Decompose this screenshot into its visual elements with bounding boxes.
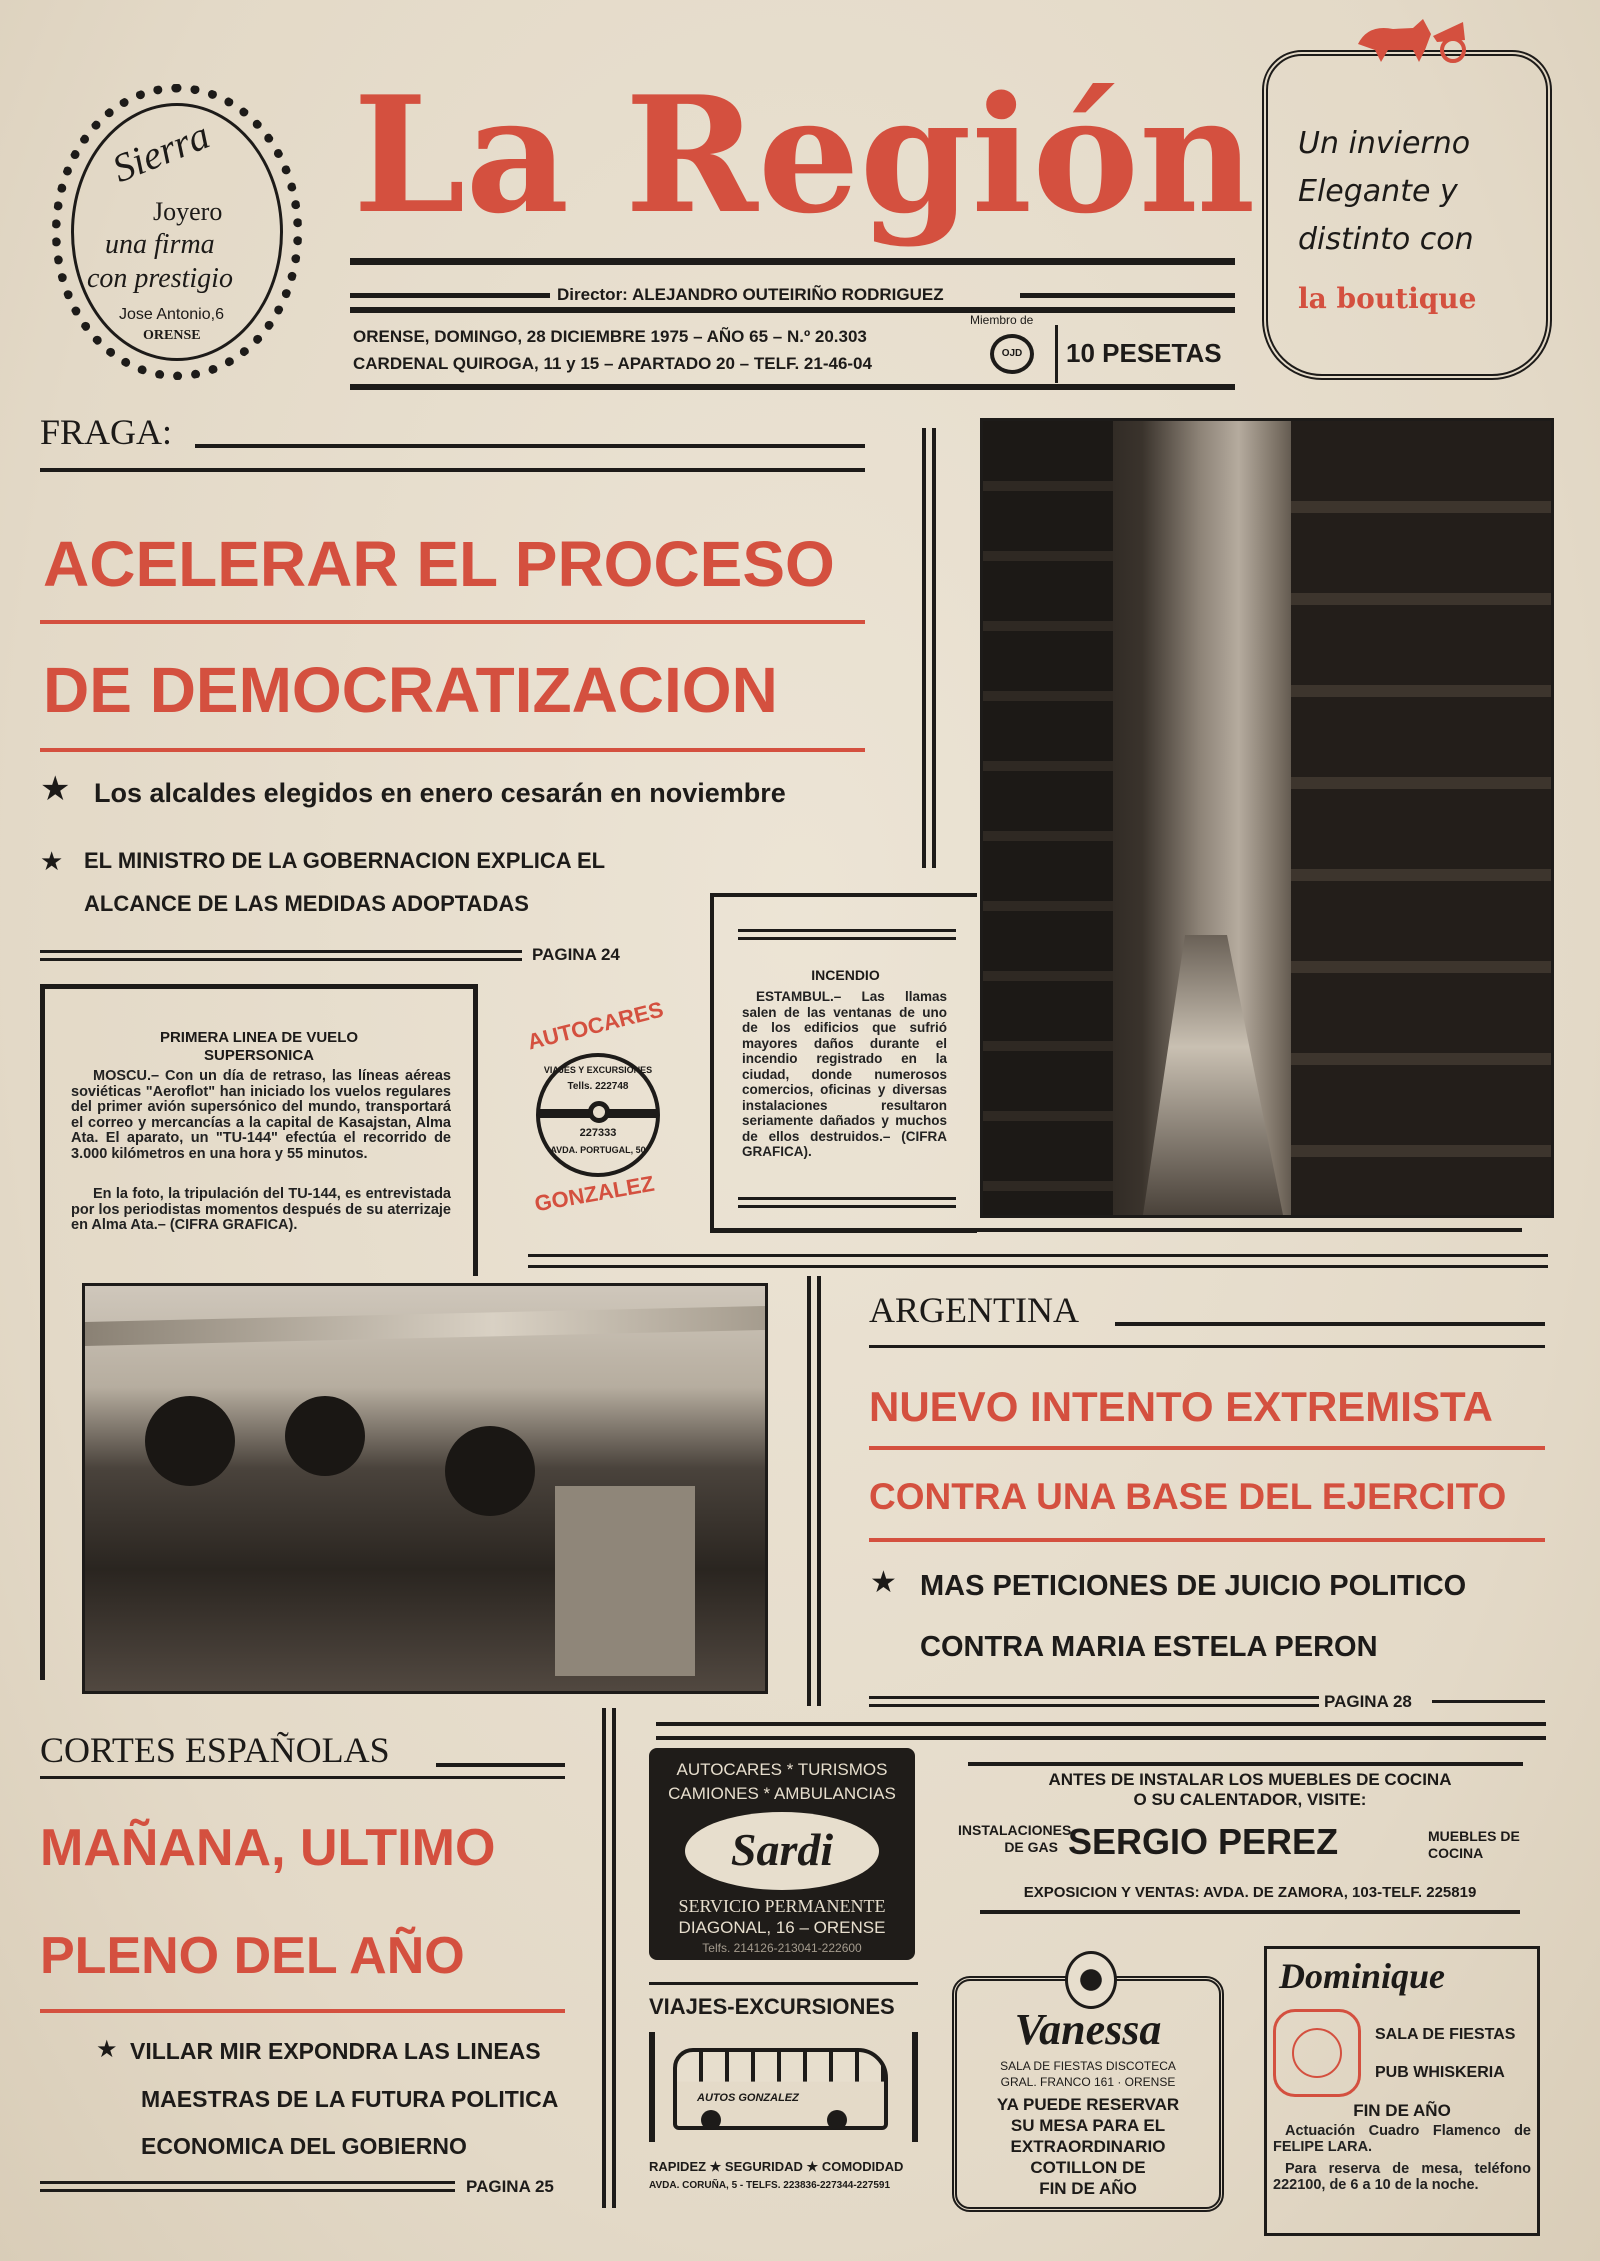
price: 10 PESETAS [1066,338,1222,368]
sierra-line3: con prestigio [87,263,233,294]
istanbul-fire-photo [980,418,1554,1218]
cortes-page-ref[interactable]: PAGINA 25 [466,2177,554,2196]
supersonic-para-2: En la foto, la tripulación del TU-144, es entrevistada por los periodistas momentos después de su aterrizaje en Alma Ata.– (CIFRA GRAFICA). [71,1186,451,1233]
sergio-intro-1: ANTES DE INSTALAR LOS MUEBLES DE COCINA [1048,1770,1452,1789]
tu144-crew-photo [82,1283,768,1694]
cortes-headline-2: PLENO DEL AÑO [40,1927,465,1985]
star-icon: ★ [40,846,64,876]
viajes-address: AVDA. CORUÑA, 5 - TELFS. 223836-227344-227591 [649,2180,891,2191]
cortes-kicker: CORTES ESPAÑOLAS [40,1730,390,1770]
sierra-line2: una firma [105,229,215,260]
sardi-line2: CAMIONES * AMBULANCIAS [668,1784,896,1803]
dominique-ad [1264,1946,1540,2236]
incendio-title: INCENDIO [811,967,880,983]
sierra-address: Jose Antonio,6 [119,306,224,323]
sierra-jeweler-ad [52,84,302,380]
sergio-right: MUEBLES DE COCINA [1428,1828,1520,1861]
dominique-tag-2: PUB WHISKERIA [1375,2064,1505,2081]
argentina-page-ref[interactable]: PAGINA 28 [1324,1692,1412,1711]
autocares-address: AVDA. PORTUGAL, 50 [550,1145,646,1155]
dominique-emblem-icon [1273,2009,1361,2097]
dominique-tag-1: SALA DE FIESTAS [1375,2026,1516,2043]
dominique-heading: FIN DE AÑO [1353,2101,1451,2120]
fraga-page-ref[interactable]: PAGINA 24 [532,945,620,964]
argentina-subhead-1: MAS PETICIONES DE JUICIO POLITICO [920,1570,1467,1602]
vanessa-body-3: EXTRAORDINARIO [1010,2137,1166,2156]
fraga-subhead-2b: ALCANCE DE LAS MEDIDAS ADOPTADAS [84,891,529,916]
viajes-excursiones-ad [649,1982,918,2212]
autocares-ring: VIAJES Y EXCURSIONES [543,1065,653,1075]
supersonic-title-1: PRIMERA LINEA DE VUELO [159,1029,359,1046]
vanessa-body-5: FIN DE AÑO [1039,2179,1137,2198]
viajes-slogan: RAPIDEZ ★ SEGURIDAD ★ COMODIDAD [649,2159,904,2174]
dancer-icon [1065,1951,1117,2009]
star-icon: ★ [870,1566,897,1599]
sierra-brand: Sierra [106,111,216,192]
autocares-top: AUTOCARES [524,996,666,1055]
autocares-bottom: GONZALEZ [532,1170,657,1217]
cortes-subhead-3: ECONOMICA DEL GOBIERNO [141,2133,467,2159]
viajes-title: VIAJES-EXCURSIONES [649,1994,895,2019]
sardi-phones: Telfs. 214126-213041-222600 [702,1941,862,1955]
argentina-headline-2: CONTRA UNA BASE DEL EJERCITO [869,1476,1507,1517]
fraga-headline-1: ACELERAR EL PROCESO [43,528,835,600]
cortes-subhead-1: VILLAR MIR EXPONDRA LAS LINEAS [130,2038,541,2064]
boutique-line2: Elegante y [1298,174,1458,209]
sardi-line4: DIAGONAL, 16 – ORENSE [678,1918,886,1937]
sardi-brand: Sardi [730,1824,834,1875]
vanessa-body-1: YA PUEDE RESERVAR [996,2095,1180,2114]
sergio-perez-ad [958,1758,1542,1928]
sergio-intro-2: O SU CALENTADOR, VISITE: [1133,1790,1367,1809]
sergio-brand: SERGIO PEREZ [1068,1821,1339,1862]
bus-icon [673,2048,888,2130]
fraga-subhead-2a: EL MINISTRO DE LA GOBERNACION EXPLICA EL [84,848,606,873]
fraga-headline-2: DE DEMOCRATIZACION [43,654,778,726]
dominique-body-2: Para reserva de mesa, teléfono 222100, de 6 a 10 de la noche. [1273,2161,1531,2193]
boutique-ad [1262,50,1552,380]
supersonic-box [40,984,478,1276]
member-label: Miembro de [970,313,1034,327]
dateline: ORENSE, DOMINGO, 28 DICIEMBRE 1975 – AÑO 65 – N.º 20.303 [353,327,867,346]
vanessa-ad [952,1976,1224,2212]
autocares-gonzalez-ad [512,996,684,1217]
fraga-kicker: FRAGA: [40,412,173,452]
supersonic-title-2: SUPERSONICA [203,1047,315,1064]
vanessa-brand: Vanessa [1014,2005,1162,2054]
vanessa-body-4: COTILLON DE [1030,2158,1146,2177]
sardi-ad [649,1748,915,1960]
vanessa-body-2: SU MESA PARA EL [1010,2116,1166,2135]
argentina-headline-1: NUEVO INTENTO EXTREMISTA [869,1383,1493,1430]
sardi-line1: AUTOCARES * TURISMOS [676,1760,888,1779]
address-line: CARDENAL QUIROGA, 11 y 15 – APARTADO 20 – TELF. 21-46-04 [353,354,872,373]
director-line: Director: ALEJANDRO OUTEIRIÑO RODRIGUEZ [557,285,944,304]
newspaper-title: La Región [353,61,1256,249]
supersonic-para-1: MOSCU.– Con un día de retraso, las líneas aéreas soviéticas "Aeroflot" han iniciado los vuelos regulares del primer avión supersónico del mundo, transportará el correo y mercancías a la capital de Kasajstan, Alma Ata. El aparato, un "TU-144" efectúa el recorrido de 3.000 kilómetros en una hora y 55 minutos. [71,1068,451,1162]
vanessa-sub-2: GRAL. FRANCO 161 · ORENSE [1000,2075,1176,2089]
boutique-brand: la boutique [1298,282,1477,315]
vanessa-sub-1: SALA DE FIESTAS DISCOTECA [1000,2059,1176,2073]
dominique-body-1: Actuación Cuadro Flamenco de FELIPE LARA. [1273,2123,1531,2155]
argentina-subhead-2: CONTRA MARIA ESTELA PERON [920,1631,1378,1663]
cortes-subhead-2: MAESTRAS DE LA FUTURA POLITICA [141,2086,559,2112]
ojd-logo: OJD [990,334,1034,374]
star-icon: ★ [96,2036,118,2063]
incendio-box [710,893,977,1233]
sergio-left: INSTALACIONES DE GAS [958,1822,1072,1855]
fraga-subhead-1: Los alcaldes elegidos en enero cesarán en noviembre [94,778,786,808]
autocares-tel2: 227333 [579,1127,617,1139]
boutique-line3: distinto con [1298,222,1474,257]
cortes-headline-1: MAÑANA, ULTIMO [40,1819,496,1877]
horse-carriage-icon [1353,14,1473,64]
sardi-line3: SERVICIO PERMANENTE [678,1896,886,1916]
sergio-footer: EXPOSICION Y VENTAS: AVDA. DE ZAMORA, 103-TELF. 225819 [1023,1884,1477,1901]
argentina-kicker: ARGENTINA [869,1290,1079,1330]
bus-label: AUTOS GONZALEZ [697,2092,799,2104]
sierra-city: ORENSE [143,328,201,343]
sierra-line1: Joyero [153,197,223,226]
boutique-line1: Un invierno [1298,126,1471,161]
autocares-tel1: Tells. 222748 [567,1081,629,1092]
star-icon: ★ [40,770,71,808]
dominique-brand: Dominique [1279,1956,1446,1996]
incendio-body: ESTAMBUL.– Las llamas salen de las ventanas de uno de los edificios que sufrió mayores daños durante el incendio registrado en la ciudad, donde numerosos comercios, oficinas y diversas instalaciones resultaron seriamente dañados y muchos de ellos destruidos.– (CIFRA GRAFICA). [742,989,947,1159]
